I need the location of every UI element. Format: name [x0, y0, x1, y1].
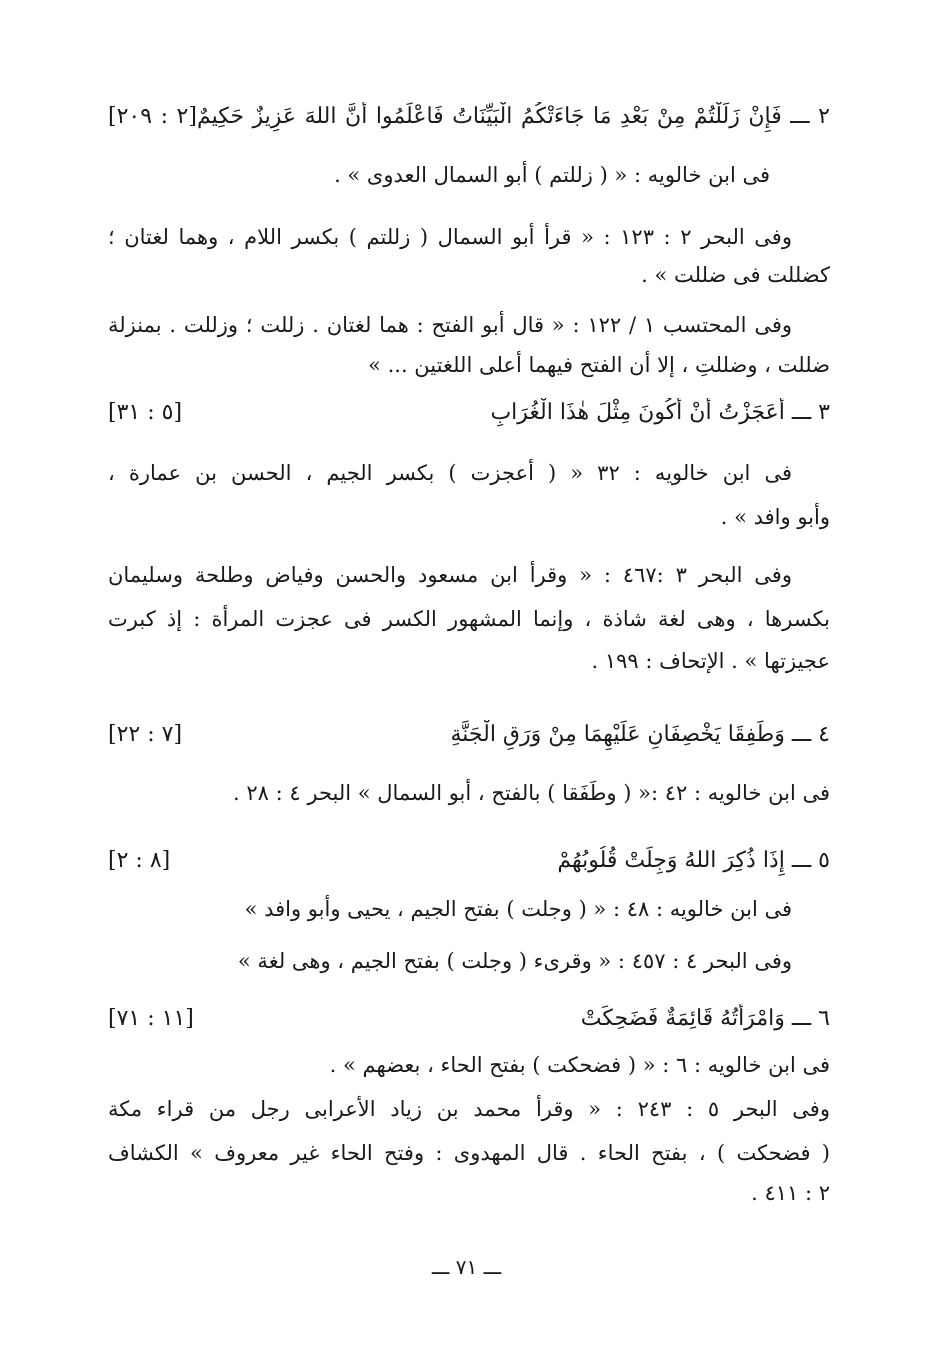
verse-3-text: ٣ ـــ أَعَجَزْتُ أَنْ أَكُونَ مِثْلَ هٰذَا الْغُرَابِ: [490, 400, 830, 425]
verse-4: [108, 720, 830, 750]
verse-4-text: ٤ ـــ وَطَفِقَا يَخْصِفَانِ عَلَيْهِمَا مِنْ وَرَقِ الْجَنَّةِ: [450, 722, 830, 747]
bahr-note-5: وفى البحر ٤ : ٤٥٧ : « وقرىء ( وجلت ) بفتح الجيم ، وهى لغة »: [237, 949, 792, 973]
ibn-khalawayh-note-6: فى ابن خالويه : ٦ : « ( فضحكت ) بفتح الحاء ، بعضهم » .: [329, 1053, 830, 1077]
bahr-note-2-cont: كضللت فى ضللت » .: [641, 263, 830, 287]
verse-6: [108, 1004, 830, 1034]
bahr-note-3-end: عجيزتها » . الإتحاف : ١٩٩ .: [591, 649, 830, 673]
verse-5-ref: [٨ : ٢]: [108, 848, 171, 873]
bahr-note-6-end: ٢ : ٤١١ .: [751, 1181, 830, 1205]
ibn-khalawayh-note-3-cont: وأبو وافد » .: [720, 505, 830, 529]
verse-5: [108, 846, 830, 876]
page-number: ـــ ٧١ ـــ: [431, 1255, 502, 1279]
verse-5-text: ٥ ـــ إِذَا ذُكِرَ اللهُ وَجِلَتْ قُلُوبُهُمْ: [557, 848, 830, 873]
bahr-note-2: وفى البحر ٢ : ١٢٣ : « قرأ أبو السمال ( زللتم ) بكسر اللام ، وهما لغتان ؛: [108, 225, 792, 249]
bahr-note-6-cont: ( فضحكت ) ، بفتح الحاء . قال المهدوى : وفتح الحاء غير معروف » الكشاف: [108, 1141, 830, 1165]
ibn-khalawayh-note-4: فى ابن خالويه : ٤٢ :« ( وطَفَقا ) بالفتح ، أبو السمال » البحر ٤ : ٢٨ .: [233, 781, 830, 805]
bahr-note-3: وفى البحر ٣ :٤٦٧ : « وقرأ ابن مسعود والحسن وفياض وطلحة وسليمان: [108, 563, 792, 587]
ibn-khalawayh-note-3: فى ابن خالويه : ٣٢ « ( أعجزت ) بكسر الجيم ، الحسن بن عمارة ،: [108, 461, 792, 485]
bahr-note-3-cont: بكسرها ، وهى لغة شاذة ، وإنما المشهور الكسر فى عجزت المرأة : إذ كبرت: [108, 607, 830, 631]
ibn-khalawayh-note-5: فى ابن خالويه : ٤٨ : « ( وجلت ) بفتح الجيم ، يحيى وأبو وافد »: [244, 897, 792, 921]
verse-4-ref: [٧ : ٢٢]: [108, 722, 183, 747]
muhtasab-note-2: وفى المحتسب ١ / ١٢٢ : « قال أبو الفتح : هما لغتان . زللت ؛ وزللت . بمنزلة: [108, 313, 792, 337]
verse-6-text: ٦ ـــ وَامْرَأَتُهُ قَائِمَةٌ فَضَحِكَتْ: [580, 1006, 830, 1031]
verse-6-ref: [١١ : ٧١]: [108, 1006, 194, 1031]
verse-2: ٢ ـــ فَإِنْ زَلَلْتُمْ مِنْ بَعْدِ مَا جَاءَتْكُمُ الْبَيِّنَاتُ فَاعْلَمُوا أَنَّ اللهَ عَزِيزٌ حَكِيمٌ[٢ : ٢٠٩]: [108, 104, 830, 129]
ibn-khalawayh-note-2: فى ابن خالويه : « ( زللتم ) أبو السمال العدوى » .: [334, 163, 770, 187]
verse-3-ref: [٥ : ٣١]: [108, 400, 183, 425]
verse-3: [108, 398, 830, 428]
bahr-note-6: وفى البحر ٥ : ٢٤٣ : « وقرأ محمد بن زياد الأعرابى رجل من قراء مكة: [108, 1097, 830, 1121]
muhtasab-note-2-cont: ضللت ، وضللتِ ، إلا أن الفتح فيهما أعلى اللغتين ... »: [368, 353, 830, 377]
